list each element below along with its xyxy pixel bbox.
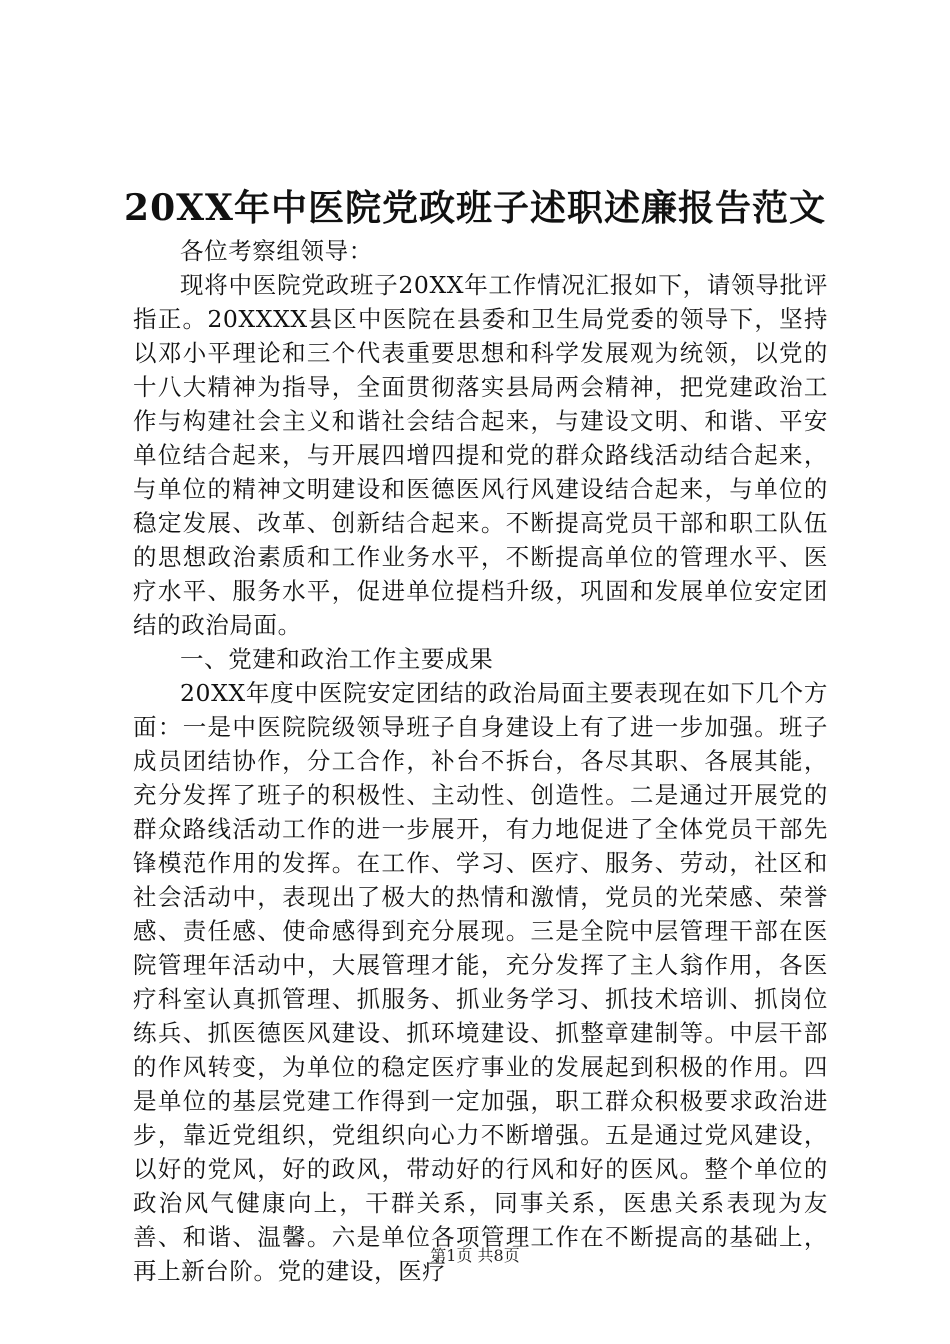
document-title: 20XX年中医院党政班子述职述廉报告范文	[124, 187, 826, 229]
page-number-footer: 第1页 共8页	[430, 1246, 520, 1265]
section-heading: 一、党建和政治工作主要成果	[180, 645, 494, 673]
intro-paragraph: 现将中医院党政班子20XX年工作情况汇报如下，请领导批评指正。20XXXX县区中医院在县委和卫生局党委的领导下，坚持以邓小平理论和三个代表重要思想和科学发展观为统领，以党的十八大精神为指导，全面贯彻落实县局两会精神，把党建政治工作与构建社会主义和谐社会结合起来，与建设文明、和谐、平安单位结合起来，与开展四增四提和党的群众路线活动结合起来，与单位的精神文明建设和医德医风行风建设结合起来，与单位的稳定发展、改革、创新结合起来。不断提高党员干部和职工队伍的思想政治素质和工作业务水平，不断提高单位的管理水平、医疗水平、服务水平，促进单位提档升级，巩固和发展单位安定团结的政治局面。	[133, 271, 828, 639]
achievements-paragraph: 20XX年度中医院安定团结的政治局面主要表现在如下几个方面：一是中医院院级领导班子自身建设上有了进一步加强。班子成员团结协作，分工合作，补台不拆台，各尽其职、各展其能，充分发挥了班子的积极性、主动性、创造性。二是通过开展党的群众路线活动工作的进一步展开，有力地促进了全体党员干部先锋模范作用的发挥。在工作、学习、医疗、服务、劳动，社区和社会活动中，表现出了极大的热情和激情，党员的光荣感、荣誉感、责任感、使命感得到充分展现。三是全院中层管理干部在医院管理年活动中，大展管理才能，充分发挥了主人翁作用，各医疗科室认真抓管理、抓服务、抓业务学习、抓技术培训、抓岗位练兵、抓医德医风建设、抓环境建设、抓整章建制等。中层干部的作风转变，为单位的稳定医疗事业的发展起到积极的作用。四是单位的基层党建工作得到一定加强，职工群众积极要求政治进步，靠近党组织，党组织向心力不断增强。五是通过党风建设，以好的党风，好的政风，带动好的行风和好的医风。整个单位的政治风气健康向上，干群关系，同事关系，医患关系表现为友善、和谐、温馨。六是单位各项管理工作在不断提高的基础上，再上新台阶。党的建设，医疗	[133, 679, 828, 1285]
document-body	[133, 234, 828, 1288]
salutation-paragraph: 各位考察组领导：	[180, 237, 373, 265]
